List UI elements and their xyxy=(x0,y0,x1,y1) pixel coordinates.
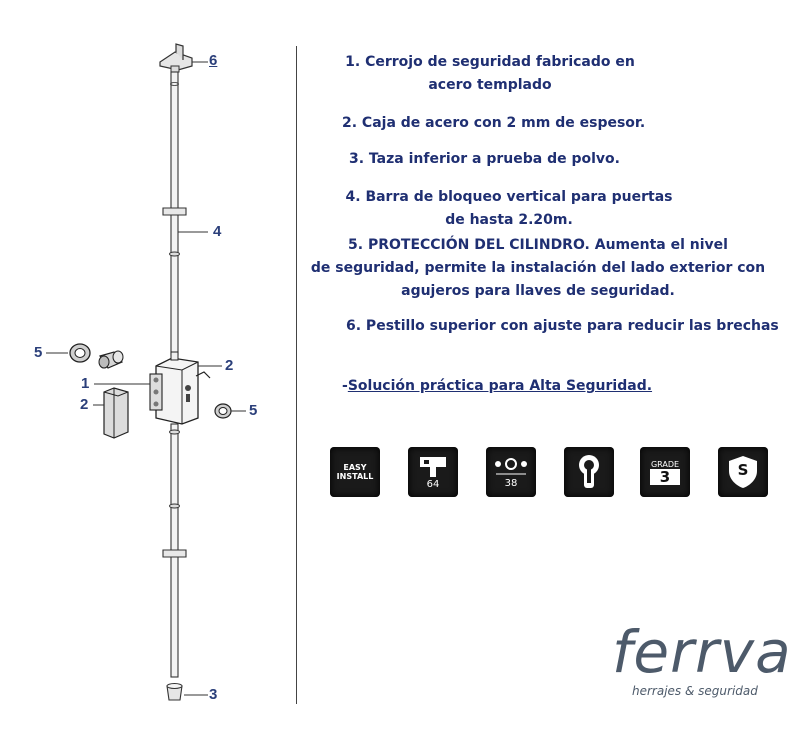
bottom-cup-part xyxy=(167,684,182,701)
solution-prefix: - xyxy=(342,378,348,394)
backset-value: 64 xyxy=(426,478,440,490)
logo-word: ferrva xyxy=(612,618,792,686)
cylinder-ring-left xyxy=(70,344,90,362)
lower-rod xyxy=(163,424,186,677)
grade-label: GRADE xyxy=(650,459,680,469)
distance-value: 38 xyxy=(504,477,518,489)
distance-38-icon xyxy=(486,447,536,497)
callout-5-left: 5 xyxy=(34,344,43,361)
cylinder-ring-right xyxy=(215,404,231,418)
distance-drawing xyxy=(492,456,530,478)
feature-5-line-1: 5. PROTECCIÓN DEL CILINDRO. Aumenta el nivel xyxy=(348,237,728,253)
security-shield-icon xyxy=(718,447,768,497)
shield-letter: S xyxy=(737,461,749,479)
feature-4 xyxy=(346,186,673,232)
feature-5-line-2: de seguridad, permite la instalación del lado exterior con xyxy=(310,260,766,276)
lock-diagram xyxy=(0,0,290,731)
easy-install-line-2: INSTALL xyxy=(336,472,374,481)
feature-3: 3. Taza inferior a prueba de polvo. xyxy=(349,151,620,167)
callout-2-left: 2 xyxy=(80,396,89,413)
upper-rod xyxy=(163,72,186,355)
feature-4-line-1: 4. Barra de bloqueo vertical para puertas xyxy=(345,189,673,205)
feature-5 xyxy=(311,234,765,303)
callout-1: 1 xyxy=(81,375,90,392)
feature-2: 2. Caja de acero con 2 mm de espesor. xyxy=(342,115,646,131)
cylinder-part xyxy=(99,351,123,368)
feature-4-line-2: de hasta 2.20m. xyxy=(445,212,573,228)
feature-1-line-1: 1. Cerrojo de seguridad fabricado en xyxy=(345,54,635,70)
protector-plate xyxy=(104,388,128,438)
callout-2-right: 2 xyxy=(225,357,234,374)
logo-tagline: herrajes & seguridad xyxy=(632,684,758,698)
feature-1-line-2: acero templado xyxy=(428,77,552,93)
ferrva-logo xyxy=(610,618,792,708)
top-latch-part xyxy=(160,44,192,72)
backset-drawing xyxy=(416,455,450,479)
grade-value: 3 xyxy=(650,469,680,485)
callout-4: 4 xyxy=(213,223,222,240)
feature-6: 6. Pestillo superior con ajuste para reducir las brechas xyxy=(346,318,779,334)
solution-note xyxy=(342,378,652,394)
callout-3: 3 xyxy=(209,686,218,703)
cylinder-profile-drawing xyxy=(574,452,604,492)
feature-1 xyxy=(345,51,635,97)
feature-5-line-3: agujeros para llaves de seguridad. xyxy=(401,283,675,299)
callout-6: 6 xyxy=(209,52,218,69)
feature-badges xyxy=(330,447,780,497)
grade-3-icon xyxy=(640,447,690,497)
solution-link[interactable]: Solución práctica para Alta Seguridad. xyxy=(347,378,653,394)
easy-install-icon xyxy=(330,447,380,497)
easy-install-line-1: EASY xyxy=(343,463,367,472)
backset-64-icon xyxy=(408,447,458,497)
shield-shape xyxy=(727,455,759,489)
cylinder-profile-icon xyxy=(564,447,614,497)
vertical-divider xyxy=(296,46,297,704)
callout-5-right: 5 xyxy=(249,402,258,419)
lock-body xyxy=(150,352,210,424)
